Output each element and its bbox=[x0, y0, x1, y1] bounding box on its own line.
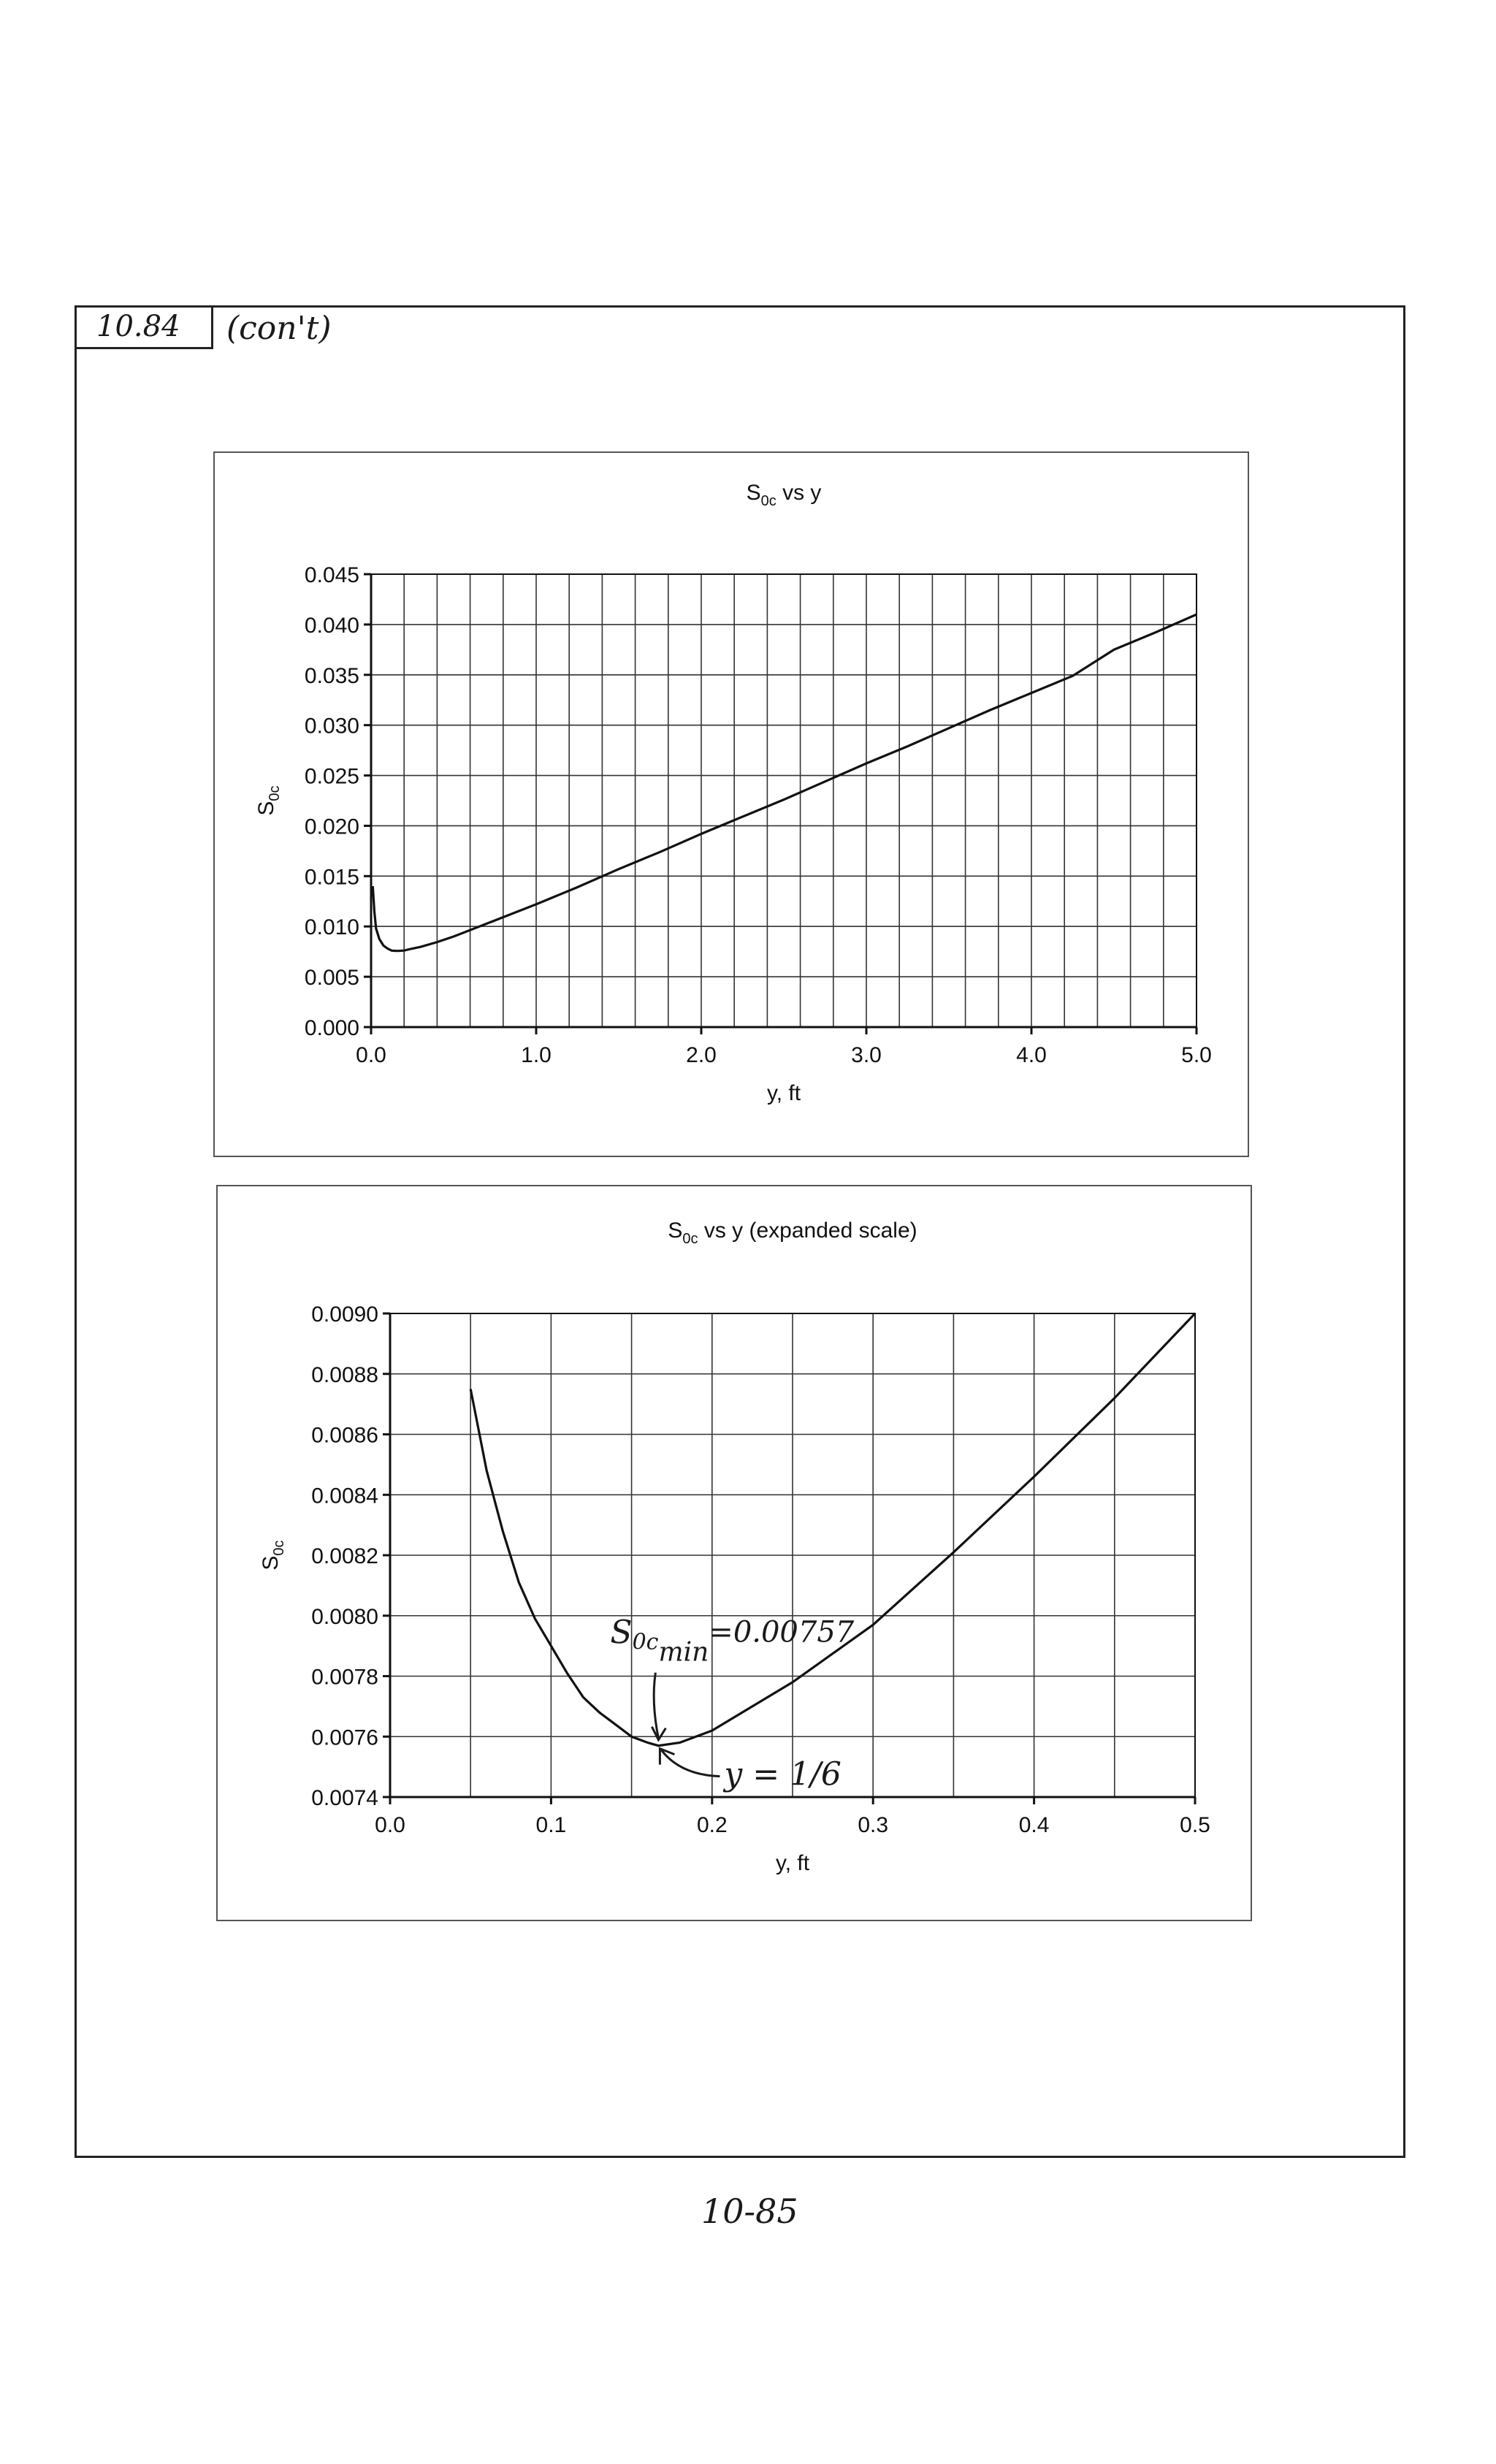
chart1-y-tick-label: 0.035 bbox=[304, 663, 359, 688]
chart1-y-axis-label: $S_{0c}$ bbox=[254, 785, 283, 816]
chart1-y-tick-label: 0.045 bbox=[304, 563, 359, 587]
chart-2-svg bbox=[218, 1186, 1251, 1920]
chart2-y-tick-label: 0.0088 bbox=[311, 1362, 378, 1387]
chart2-x-axis-label: y, ft bbox=[775, 1851, 810, 1875]
chart1-y-tick-label: 0.020 bbox=[304, 815, 359, 839]
chart-1-panel bbox=[213, 451, 1249, 1157]
chart1-x-tick-label: 0.0 bbox=[356, 1043, 386, 1067]
chart1-series-line bbox=[373, 614, 1197, 951]
chart1-x-tick-label: 2.0 bbox=[686, 1043, 717, 1067]
chart2-y-tick-label: 0.0084 bbox=[311, 1484, 378, 1508]
chart-2-panel bbox=[216, 1185, 1252, 1921]
annotation-min-arrowhead bbox=[652, 1727, 665, 1740]
problem-number: 10.84 bbox=[96, 310, 180, 343]
chart1-y-tick-label: 0.040 bbox=[304, 613, 359, 638]
chart1-x-tick-label: 5.0 bbox=[1181, 1043, 1212, 1067]
annotation-min-value: $S0c_{min}=0.00757$ bbox=[610, 1614, 855, 1668]
annotation-y-value: y = 1/6 bbox=[724, 1755, 842, 1793]
chart2-x-tick-label: 0.2 bbox=[696, 1813, 728, 1837]
chart2-title: $S_{0c}$ vs y (expanded scale) bbox=[668, 1218, 917, 1247]
chart2-y-tick-label: 0.0074 bbox=[311, 1786, 378, 1810]
chart1-x-tick-label: 3.0 bbox=[851, 1043, 882, 1067]
chart2-y-tick-label: 0.0076 bbox=[311, 1725, 378, 1750]
chart1-x-tick-label: 4.0 bbox=[1016, 1043, 1047, 1067]
chart1-y-tick-label: 0.025 bbox=[304, 764, 359, 789]
page-number: 10-85 bbox=[701, 2192, 798, 2231]
chart2-y-tick-label: 0.0078 bbox=[311, 1665, 378, 1690]
chart-1-svg bbox=[215, 453, 1248, 1156]
annotation-y-arrow bbox=[661, 1750, 720, 1777]
chart1-y-tick-label: 0.000 bbox=[304, 1016, 359, 1040]
chart1-x-axis-label: y, ft bbox=[766, 1081, 801, 1105]
annotation-min-arrow bbox=[654, 1673, 658, 1739]
chart2-x-tick-label: 0.0 bbox=[375, 1813, 405, 1837]
chart1-y-tick-label: 0.005 bbox=[304, 966, 359, 991]
chart2-y-tick-label: 0.0080 bbox=[311, 1604, 378, 1629]
chart1-y-tick-label: 0.015 bbox=[304, 865, 359, 890]
chart1-y-tick-label: 0.010 bbox=[304, 915, 359, 940]
chart2-x-tick-label: 0.5 bbox=[1180, 1813, 1210, 1837]
chart2-x-tick-label: 0.4 bbox=[1018, 1813, 1050, 1837]
chart2-y-tick-label: 0.0086 bbox=[311, 1423, 378, 1448]
chart2-x-tick-label: 0.3 bbox=[858, 1813, 889, 1837]
chart2-x-tick-label: 0.1 bbox=[535, 1813, 567, 1837]
chart2-y-tick-label: 0.0090 bbox=[311, 1302, 378, 1327]
continued-note: (con't) bbox=[226, 310, 332, 347]
chart1-title: $S_{0c}$ vs y bbox=[746, 481, 822, 509]
chart1-y-tick-label: 0.030 bbox=[304, 714, 359, 739]
chart2-y-tick-label: 0.0082 bbox=[311, 1544, 378, 1568]
chart2-y-axis-label: $S_{0c}$ bbox=[259, 1540, 287, 1571]
chart1-x-tick-label: 1.0 bbox=[521, 1043, 552, 1067]
chart2-series-line bbox=[470, 1313, 1195, 1746]
